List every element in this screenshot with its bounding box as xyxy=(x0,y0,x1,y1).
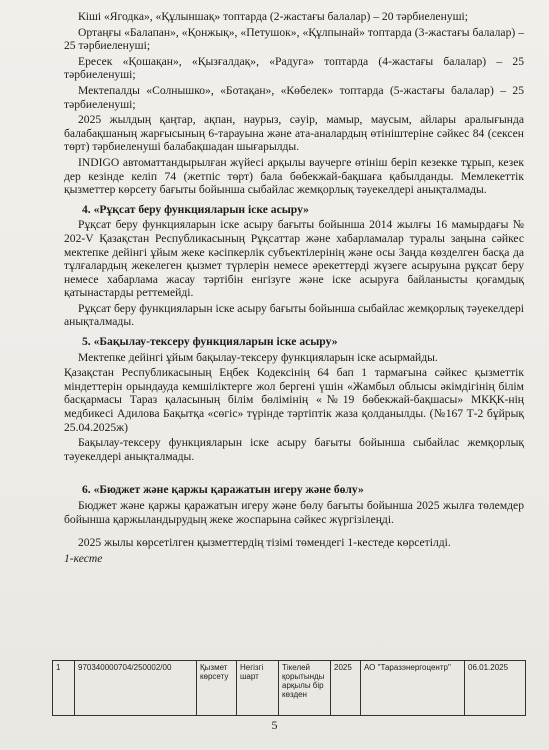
paragraph-junior-groups: Кіші «Ягодка», «Құлыншақ» топтарда (2-жастағы балалар) – 20 тәрбиеленуші; xyxy=(78,10,468,23)
paragraph-preschool-groups: Мектепалды «Солнышко», «Ботақан», «Көбелек» топтарда (5-жастағы балалар) – 25 тәрбиеленуші; xyxy=(64,83,524,111)
table-cell-supplier: АО "Таразэнергоцентр" xyxy=(361,661,465,715)
paragraph-budget: Бюджет және қаржы қаражатын игеру және бөлу бағыты бойынша 2025 жылға төлемдер бойынша қаржыландырудың жеке жоспарына сәйкес жүргізілеңді. xyxy=(64,499,524,526)
document-body xyxy=(64,10,524,565)
paragraph-indigo-admission: INDIGO автоматтандырылған жүйесі арқылы ваучерге өтініш беріп кезекке тұрып, кезек дер кезінде келіп 74 (жетпіс төрт) бала бөбекжай-бақшаға қабылданды. Мемлекеттік қызметтер көрсету бағыты бойынша сыбайлас жемқорлық тәуекелдері анықталмады. xyxy=(64,155,524,197)
paragraph-withdrawn-children: 2025 жылдың қаңтар, ақпан, наурыз, сәуір, мамыр, маусым, айлары аралығында балабақшаның жарғысының 6-тарауына және ата-аналардың өтініштеріне сәйкес 84 (сексен төрт) тәрбиеленуші балабақшадан шығарылды. xyxy=(64,113,524,154)
paragraph-control-functions: Мектепке дейінгі ұйым бақылау-тексеру функцияларын іске асырмайды. xyxy=(78,350,438,364)
section-heading-4: 4. «Рұқсат беру функцияларын іске асыру» xyxy=(82,202,309,216)
table-cell-type: Қызмет көрсету xyxy=(197,661,237,715)
section-heading-5: 5. «Бақылау-тексеру функцияларын іске асыру» xyxy=(82,335,338,349)
paragraph-gap xyxy=(64,528,524,536)
services-table xyxy=(52,660,526,716)
table-cell-code: 970340000704/250002/00 xyxy=(75,661,197,715)
table-cell-method: Тікелей қорытынды арқылы бір көзден xyxy=(279,661,331,715)
table-caption: 1-кесте xyxy=(64,551,103,565)
table-cell-year: 2025 xyxy=(331,661,361,715)
paragraph-permits-risks: Рұқсат беру функцияларын іске асыру бағыты бойынша сыбайлас жемқорлық тәуекелдері анықталмады. xyxy=(64,301,524,329)
paragraph-services-list: 2025 жылы көрсетілген қызметтердің тізімі төмендегі 1-кестеде көрсетілді. xyxy=(78,536,451,550)
section-heading-6: 6. «Бюджет және қаржы қаражатын игеру және бөлу» xyxy=(82,483,364,497)
paragraph-middle-groups: Ортаңғы «Балапан», «Қонжық», «Петушок», «Құлпынай» топтарда (3-жастағы балалар) – 25 тәрбиеленуші; xyxy=(64,25,524,53)
table-cell-date: 06.01.2025 xyxy=(468,663,509,672)
section-gap xyxy=(64,465,524,477)
paragraph-permits: Рұқсат беру функцияларын іске асыру бағыты бойынша 2014 жылғы 16 мамырдағы № 202-V Қазақстан Республикасының Рұқсаттар және хабарламалар туралы заңына сәйкес мектепке дейінгі ұйым жеке кәсіпкерлік субъектілерінің және осы Заңда көзделген басқа да тұлғалардың жекелеген қызмет түрлерін немесе әрекеттерді жүзеге асыруына рұқсат беру немесе хабарлама жасау тәртібін енгізуге және іске асыруға байланысты қоғамдық қатынастарды реттемейді. xyxy=(64,218,524,300)
paragraph-control-risks: Бақылау-тексеру функцияларын іске асыру бағыты бойынша сыбайлас жемқорлық тәуекелдері анықталмады. xyxy=(64,436,524,463)
paragraph-senior-groups: Ересек «Қошақан», «Қызғалдақ», «Радуга» топтарда (4-жастағы балалар) – 25 тәрбиеленуші; xyxy=(64,54,524,82)
table-cell-basis: Негізгі шарт xyxy=(237,661,279,715)
table-cell-number: 1 xyxy=(53,661,75,715)
page-number: 5 xyxy=(271,718,278,732)
paragraph-labor-code: Қазақстан Республикасының Еңбек Кодексінің 64 бап 1 тармағына сәйкес қызметтік міндеттерін орындауда кемшіліктерге жол бергені үшін «Жамбыл облысы әкімдігінің білім басқармасы Тараз қаласының білім бөлімінің «№19 бөбекжай-бақшасы» МКҚК-нің медбикесі Адилова Бақытқа «сөгіс» түрінде тәртіптік жаза қолданылды. (№167 Т-2 бұйрық 25.04.2025ж) xyxy=(64,366,524,434)
